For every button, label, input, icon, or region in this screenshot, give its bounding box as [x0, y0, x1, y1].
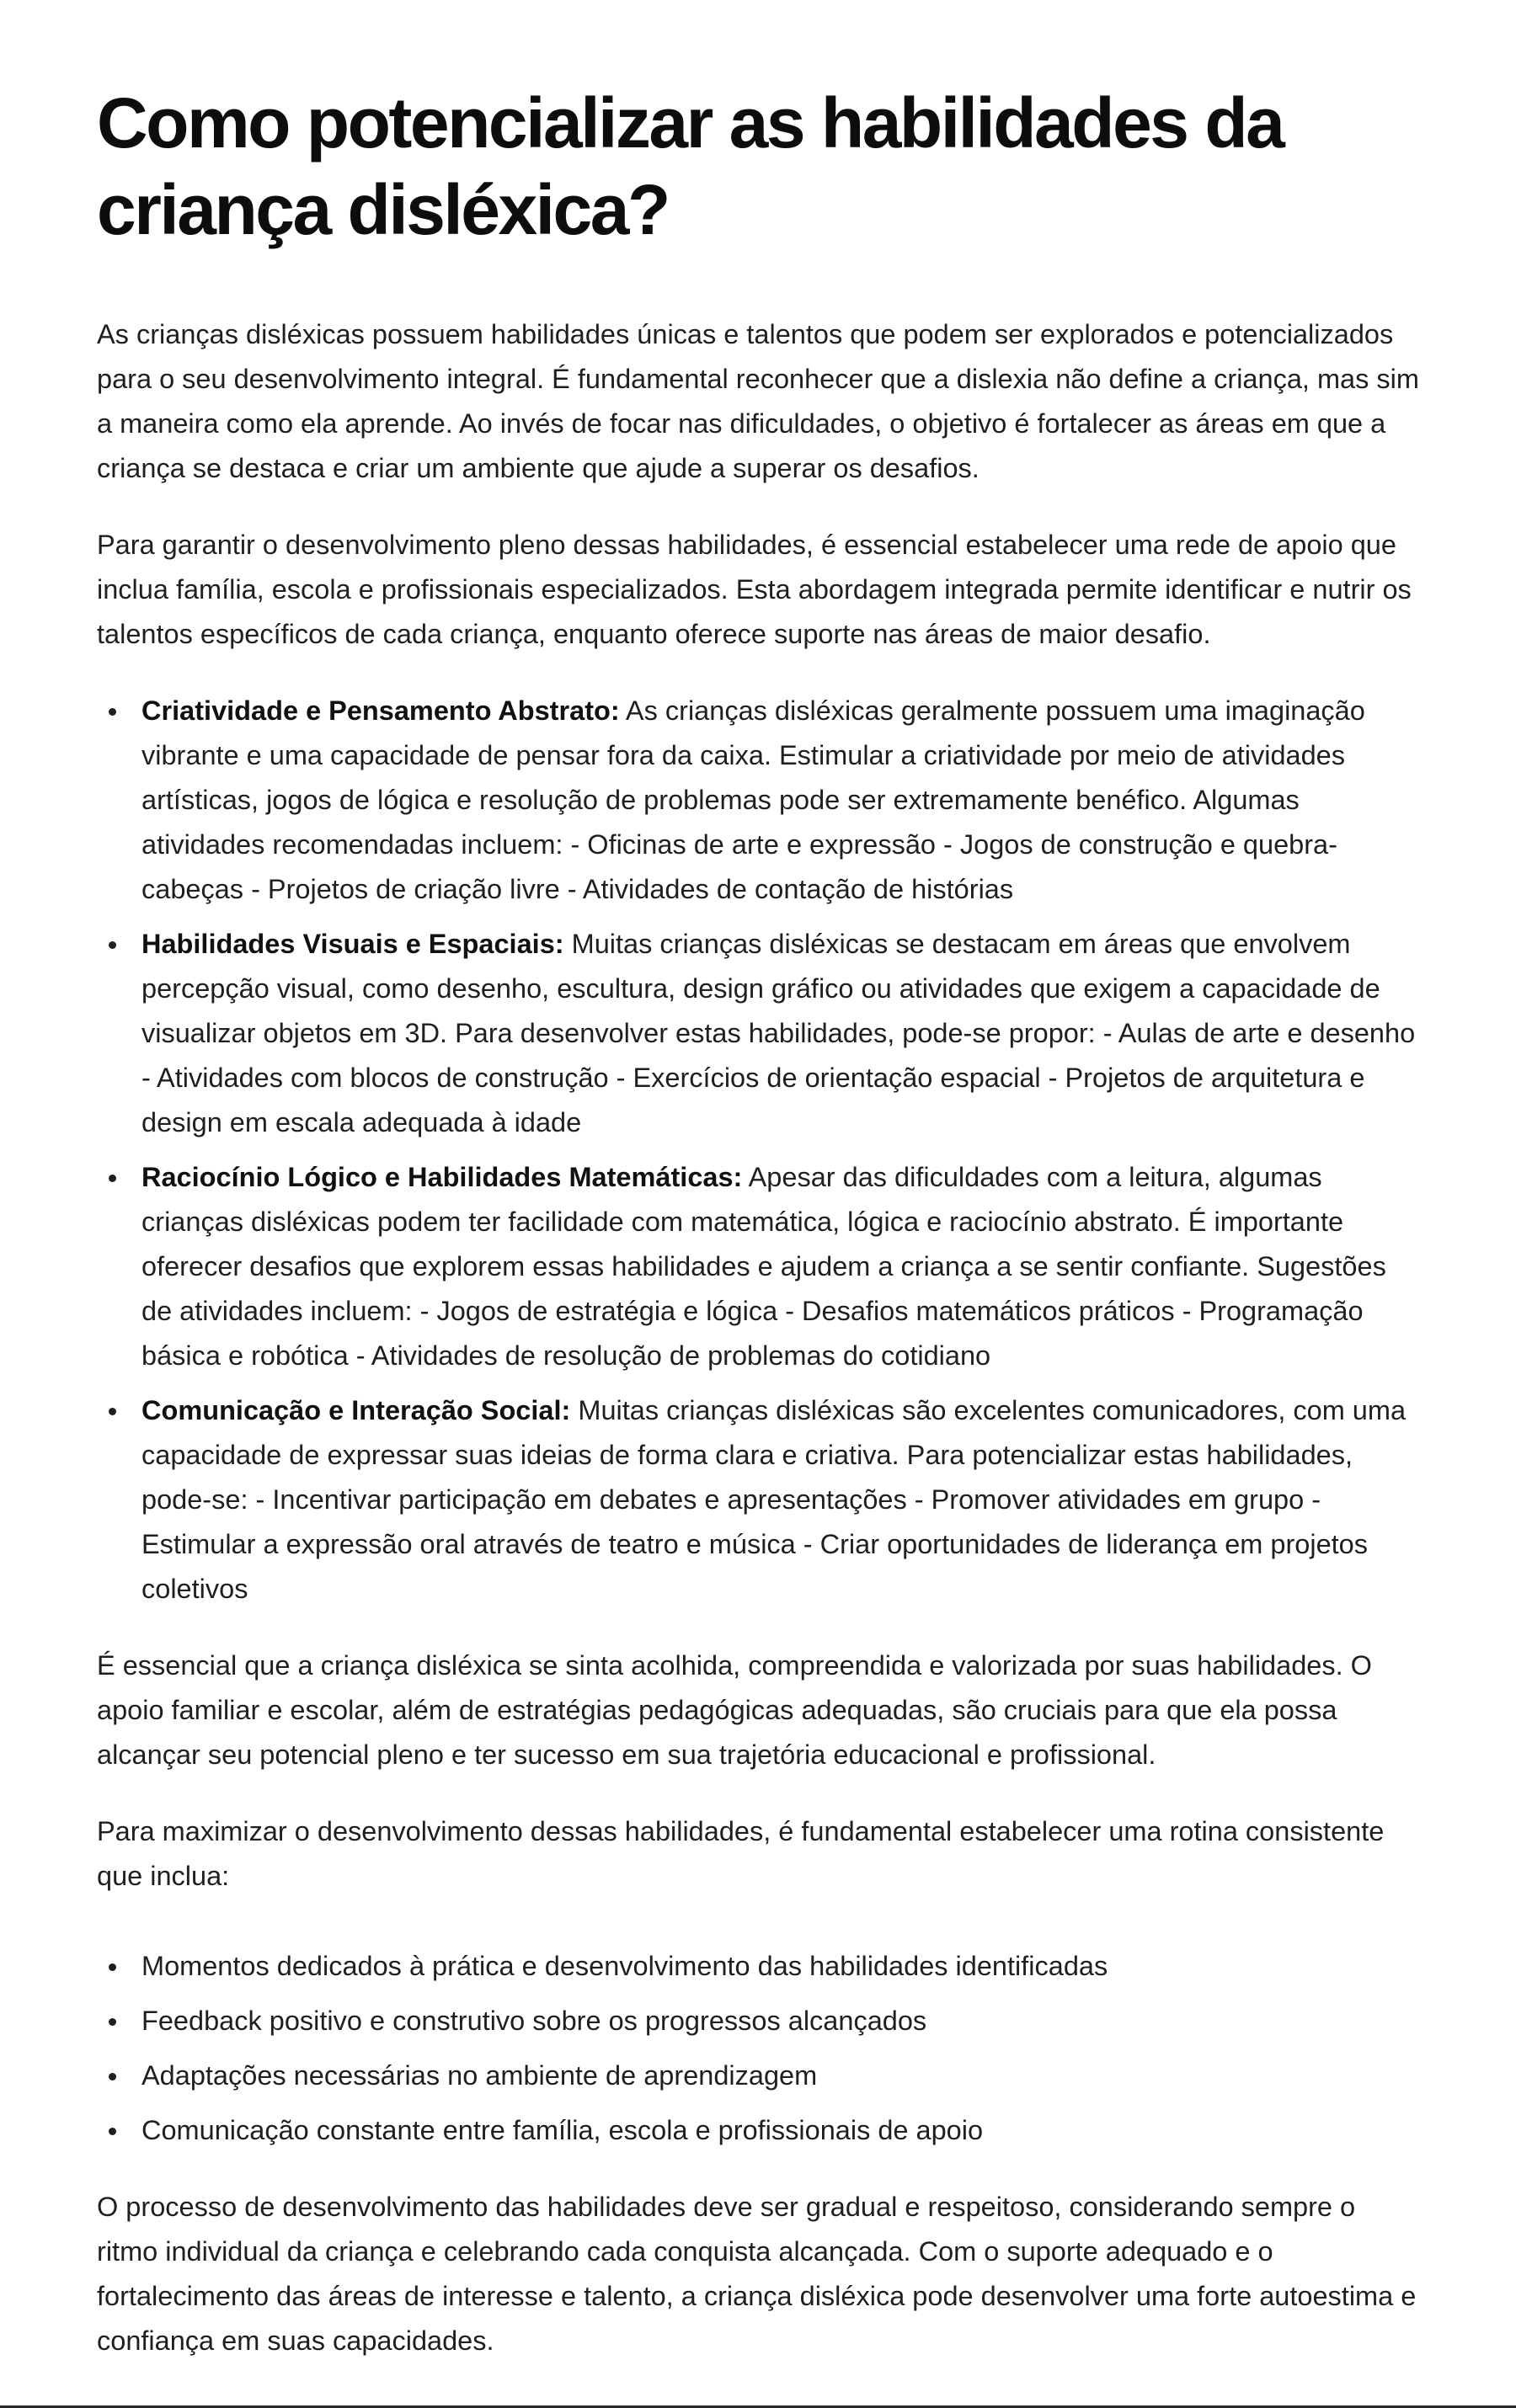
list-item-label: Raciocínio Lógico e Habilidades Matemáticas: — [141, 1162, 743, 1192]
list-item-label: Habilidades Visuais e Espaciais: — [141, 929, 564, 959]
acceptance-paragraph: É essencial que a criança disléxica se sinta acolhida, compreendida e valorizada por suas habilidades. O apoio familiar e escolar, além de estratégias pedagógicas adequadas, são cruciais para que ela possa alcançar seu potencial pleno e ter sucesso em sua trajetória educacional e profissional. — [97, 1650, 1372, 1770]
list-item — [141, 1155, 1419, 1378]
list-item — [141, 922, 1419, 1145]
list-item: Momentos dedicados à prática e desenvolvimento das habilidades identificadas — [141, 1944, 1419, 1989]
list-item: Comunicação constante entre família, escola e profissionais de apoio — [141, 2108, 1419, 2153]
support-network-paragraph: Para garantir o desenvolvimento pleno dessas habilidades, é essencial estabelecer uma rede de apoio que inclua família, escola e profissionais especializados. Esta abordagem integrada permite identificar e nutrir os talentos específicos de cada criança, enquanto oferece suporte nas áreas de maior desafio. — [97, 530, 1412, 649]
list-item-text: Apesar das dificuldades com a leitura, algumas crianças disléxicas podem ter facilidade com matemática, lógica e raciocínio abstrato. É importante oferecer desafios que explorem essas habilidades e ajudem a criança a se sentir confiante. Sugestões de atividades incluem: - Jogos de estratégia e lógica - Desafios matemáticos práticos - Programação básica e robótica - Atividades de resolução de problemas do cotidiano — [141, 1162, 1386, 1371]
list-item-text: Muitas crianças disléxicas se destacam em áreas que envolvem percepção visual, como desenho, escultura, design gráfico ou atividades que exigem a capacidade de visualizar objetos em 3D. Para desenvolver estas habilidades, pode-se propor: - Aulas de arte e desenho - Atividades com blocos de construção - Exercícios de orientação espacial - Projetos de arquitetura e design em escala adequada à idade — [141, 929, 1416, 1137]
skills-list — [97, 689, 1419, 1612]
list-item-text: Muitas crianças disléxicas são excelentes comunicadores, com uma capacidade de expressar suas ideias de forma clara e criativa. Para potencializar estas habilidades, pode-se: - Incentivar participação em debates e apresentações - Promover atividades em grupo - Estimular a expressão oral através de teatro e música - Criar oportunidades de liderança em projetos coletivos — [141, 1395, 1407, 1604]
intro-paragraph: As crianças disléxicas possuem habilidades únicas e talentos que podem ser explorados e potencializados para o seu desenvolvimento integral. É fundamental reconhecer que a dislexia não define a criança, mas sim a maneira como ela aprende. Ao invés de focar nas dificuldades, o objetivo é fortalecer as áreas em que a criança se destaca e criar um ambiente que ajude a superar os desafios. — [97, 319, 1419, 483]
list-item-label: Comunicação e Interação Social: — [141, 1395, 571, 1425]
list-item-text: As crianças disléxicas geralmente possuem uma imaginação vibrante e uma capacidade de pensar fora da caixa. Estimular a criatividade por meio de atividades artísticas, jogos de lógica e resolução de problemas pode ser extremamente benéfico. Algumas atividades recomendadas incluem: - Oficinas de arte e expressão - Jogos de construção e quebra-cabeças - Projetos de criação livre - Atividades de contação de histórias — [141, 695, 1365, 904]
page-title: Como potencializar as habilidades da criança disléxica? — [97, 83, 1284, 249]
list-item: Feedback positivo e construtivo sobre os progressos alcançados — [141, 1999, 1419, 2043]
list-item: Adaptações necessárias no ambiente de aprendizagem — [141, 2054, 1419, 2098]
article — [97, 80, 1419, 2395]
conclusion-paragraph: O processo de desenvolvimento das habilidades deve ser gradual e respeitoso, considerando sempre o ritmo individual da criança e celebrando cada conquista alcançada. Com o suporte adequado e o fortalecimento das áreas de interesse e talento, a criança disléxica pode desenvolver uma forte autoestima e confiança em suas capacidades. — [97, 2192, 1417, 2356]
list-item-label: Criatividade e Pensamento Abstrato: — [141, 695, 620, 726]
list-item — [141, 689, 1419, 912]
routine-list — [97, 1944, 1419, 2153]
routine-intro-paragraph: Para maximizar o desenvolvimento dessas habilidades, é fundamental estabelecer uma rotina consistente que inclua: — [97, 1816, 1385, 1891]
list-item — [141, 1388, 1419, 1612]
